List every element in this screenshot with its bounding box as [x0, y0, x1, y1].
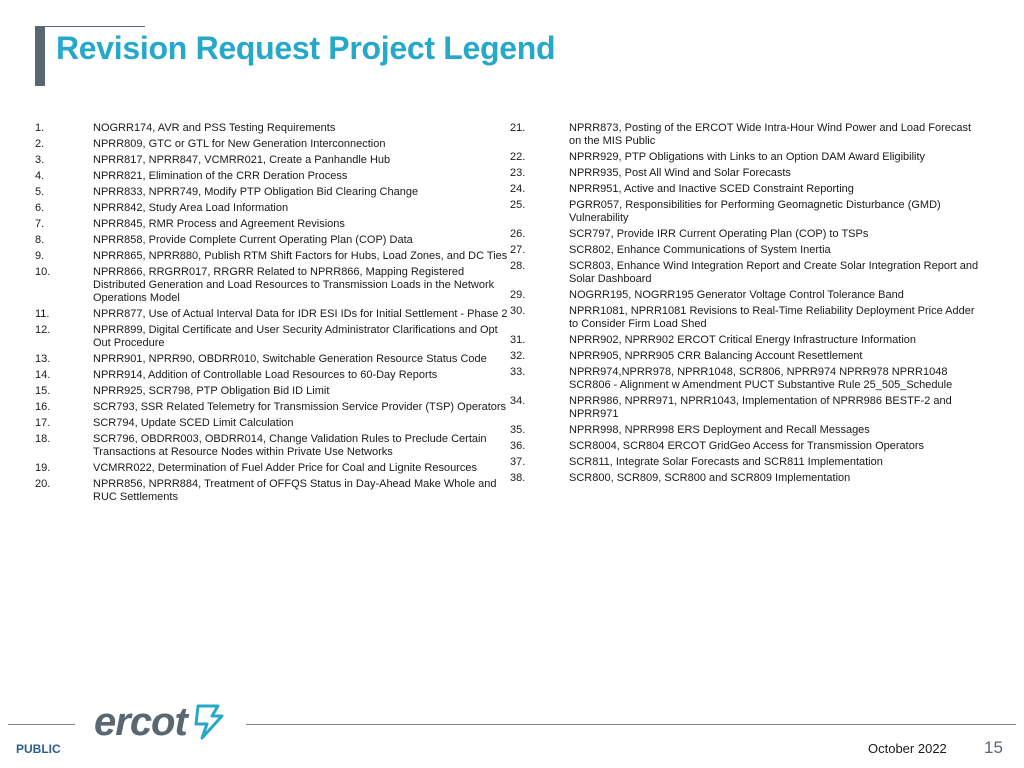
legend-item — [510, 456, 980, 469]
legend-item — [35, 353, 510, 366]
item-text: NPRR866, RRGRR017, RRGRR Related to NPRR866, Mapping Registered Distributed Generation and Load Resources to Transmission Loads in the Network Operations Model — [93, 266, 495, 304]
legend-item — [510, 151, 980, 164]
item-number: 15. — [35, 385, 51, 397]
item-number: 31. — [510, 334, 526, 346]
legend-item — [510, 366, 980, 392]
item-text: NPRR845, RMR Process and Agreement Revisions — [93, 218, 345, 230]
legend-item — [510, 440, 980, 453]
legend-item — [510, 289, 980, 302]
item-text: SCR8004, SCR804 ERCOT GridGeo Access for Transmission Operators — [569, 440, 924, 452]
item-text: NPRR865, NPRR880, Publish RTM Shift Factors for Hubs, Load Zones, and DC Ties — [93, 250, 508, 262]
item-text: NPRR986, NPRR971, NPRR1043, Implementation of NPRR986 BESTF-2 and NPRR971 — [569, 395, 952, 420]
item-number: 17. — [35, 417, 51, 429]
item-text: SCR797, Provide IRR Current Operating Plan (COP) to TSPs — [569, 228, 869, 240]
footer-date: October 2022 — [868, 741, 947, 756]
item-number: 14. — [35, 369, 51, 381]
item-text: SCR803, Enhance Wind Integration Report and Create Solar Integration Report and Solar Dashboard — [569, 260, 979, 285]
legend-item — [510, 424, 980, 437]
title-accent-bar — [35, 26, 45, 86]
item-text: NPRR877, Use of Actual Interval Data for IDR ESI IDs for Initial Settlement - Phase 2 — [93, 308, 508, 320]
item-text: NPRR951, Active and Inactive SCED Constraint Reporting — [569, 183, 854, 195]
page-number: 15 — [984, 738, 1003, 757]
item-number: 9. — [35, 250, 45, 262]
item-text: SCR793, SSR Related Telemetry for Transmission Service Provider (TSP) Operators — [93, 401, 507, 413]
legend-item — [35, 385, 510, 398]
item-text: SCR800, SCR809, SCR800 and SCR809 Implementation — [569, 472, 851, 484]
legend-item — [35, 202, 510, 215]
legend-item — [35, 324, 510, 350]
item-text: NOGRR195, NOGRR195 Generator Voltage Control Tolerance Band — [569, 289, 904, 301]
lightning-bolt-icon — [192, 702, 226, 742]
legend-item — [35, 478, 510, 504]
item-number: 18. — [35, 433, 51, 445]
title-rule — [45, 26, 145, 27]
item-number: 25. — [510, 199, 526, 211]
item-text: SCR796, OBDRR003, OBDRR014, Change Validation Rules to Preclude Certain Transactions at Resource Nodes within Private Use Networks — [93, 433, 487, 458]
item-text: SCR802, Enhance Communications of System Inertia — [569, 244, 831, 256]
legend-item — [35, 417, 510, 430]
item-number: 8. — [35, 234, 45, 246]
page-title: Revision Request Project Legend — [56, 30, 556, 66]
item-number: 34. — [510, 395, 526, 407]
legend-item — [35, 308, 510, 321]
legend-item — [510, 472, 980, 485]
item-text: NPRR821, Elimination of the CRR Deration Process — [93, 170, 348, 182]
legend-item — [510, 305, 980, 331]
item-number: 22. — [510, 151, 526, 163]
item-text: NPRR914, Addition of Controllable Load Resources to 60-Day Reports — [93, 369, 438, 381]
classification-label: PUBLIC — [16, 742, 61, 756]
item-number: 11. — [35, 308, 50, 320]
ercot-logo-text: ercot — [94, 700, 187, 744]
legend-item — [510, 167, 980, 180]
item-text: NPRR974,NPRR978, NPRR1048, SCR806, NPRR974 NPRR978 NPRR1048 SCR806 - Alignment w Amendment PUCT Substantive Rule 25_505_Schedule — [569, 366, 953, 391]
item-text: NPRR809, GTC or GTL for New Generation Interconnection — [93, 138, 386, 150]
item-text: NPRR925, SCR798, PTP Obligation Bid ID Limit — [93, 385, 330, 397]
item-number: 29. — [510, 289, 526, 301]
legend-item — [510, 228, 980, 241]
ercot-logo — [94, 700, 187, 744]
item-text: NPRR902, NPRR902 ERCOT Critical Energy Infrastructure Information — [569, 334, 917, 346]
legend-item — [35, 218, 510, 231]
item-text: NPRR998, NPRR998 ERS Deployment and Recall Messages — [569, 424, 870, 436]
item-number: 20. — [35, 478, 51, 490]
legend-item — [35, 462, 510, 475]
legend-item — [35, 401, 510, 414]
item-text: PGRR057, Responsibilities for Performing Geomagnetic Disturbance (GMD) Vulnerability — [569, 199, 941, 224]
legend-item — [35, 234, 510, 247]
item-number: 35. — [510, 424, 526, 436]
item-number: 38. — [510, 472, 526, 484]
item-text: SCR811, Integrate Solar Forecasts and SCR811 Implementation — [569, 456, 883, 468]
item-text: NPRR905, NPRR905 CRR Balancing Account Resettlement — [569, 350, 863, 362]
footer-rule-right — [246, 724, 1016, 725]
item-number: 37. — [510, 456, 526, 468]
item-number: 7. — [35, 218, 45, 230]
item-number: 12. — [35, 324, 51, 336]
item-text: NPRR929, PTP Obligations with Links to an Option DAM Award Eligibility — [569, 151, 926, 163]
item-text: SCR794, Update SCED Limit Calculation — [93, 417, 294, 429]
item-number: 16. — [35, 401, 51, 413]
legend-item — [510, 350, 980, 363]
item-text: NPRR842, Study Area Load Information — [93, 202, 289, 214]
item-text: NPRR833, NPRR749, Modify PTP Obligation Bid Clearing Change — [93, 186, 419, 198]
item-number: 6. — [35, 202, 45, 214]
item-number: 10. — [35, 266, 51, 278]
item-number: 30. — [510, 305, 526, 317]
item-text: NPRR858, Provide Complete Current Operating Plan (COP) Data — [93, 234, 413, 246]
item-text: NOGRR174, AVR and PSS Testing Requirements — [93, 122, 336, 134]
item-text: NPRR899, Digital Certificate and User Security Administrator Clarifications and Opt Out Procedure — [93, 324, 498, 349]
item-number: 19. — [35, 462, 51, 474]
legend-item — [510, 199, 980, 225]
item-number: 3. — [35, 154, 45, 166]
item-text: NPRR901, NPRR90, OBDRR010, Switchable Generation Resource Status Code — [93, 353, 487, 365]
legend-item — [510, 183, 980, 196]
item-number: 27. — [510, 244, 526, 256]
legend-item — [510, 244, 980, 257]
footer-rule-left — [8, 724, 75, 725]
legend-item — [510, 122, 980, 148]
legend-item — [35, 170, 510, 183]
item-number: 4. — [35, 170, 45, 182]
item-text: VCMRR022, Determination of Fuel Adder Price for Coal and Lignite Resources — [93, 462, 477, 474]
item-number: 26. — [510, 228, 526, 240]
legend-column-right — [510, 122, 980, 485]
legend-item — [510, 334, 980, 347]
item-number: 36. — [510, 440, 526, 452]
item-number: 1. — [35, 122, 45, 134]
item-text: NPRR856, NPRR884, Treatment of OFFQS Status in Day-Ahead Make Whole and RUC Settlements — [93, 478, 497, 503]
item-text: NPRR1081, NPRR1081 Revisions to Real-Time Reliability Deployment Price Adder to Consider Firm Load Shed — [569, 305, 975, 330]
item-number: 5. — [35, 186, 45, 198]
legend-column-left — [35, 122, 510, 504]
item-number: 23. — [510, 167, 526, 179]
legend-item — [510, 395, 980, 421]
item-number: 2. — [35, 138, 45, 150]
legend-item — [510, 260, 980, 286]
legend-item — [35, 186, 510, 199]
item-text: NPRR817, NPRR847, VCMRR021, Create a Panhandle Hub — [93, 154, 391, 166]
legend-item — [35, 369, 510, 382]
item-number: 21. — [510, 122, 526, 134]
item-text: NPRR873, Posting of the ERCOT Wide Intra-Hour Wind Power and Load Forecast on the MIS Public — [569, 122, 972, 147]
legend-item — [35, 154, 510, 167]
item-text: NPRR935, Post All Wind and Solar Forecasts — [569, 167, 791, 179]
legend-item — [35, 122, 510, 135]
legend-item — [35, 138, 510, 151]
legend-item — [35, 250, 510, 263]
legend-item — [35, 266, 510, 305]
item-number: 32. — [510, 350, 526, 362]
item-number: 28. — [510, 260, 526, 272]
legend-item — [35, 433, 510, 459]
item-number: 13. — [35, 353, 51, 365]
item-number: 33. — [510, 366, 526, 378]
item-number: 24. — [510, 183, 526, 195]
